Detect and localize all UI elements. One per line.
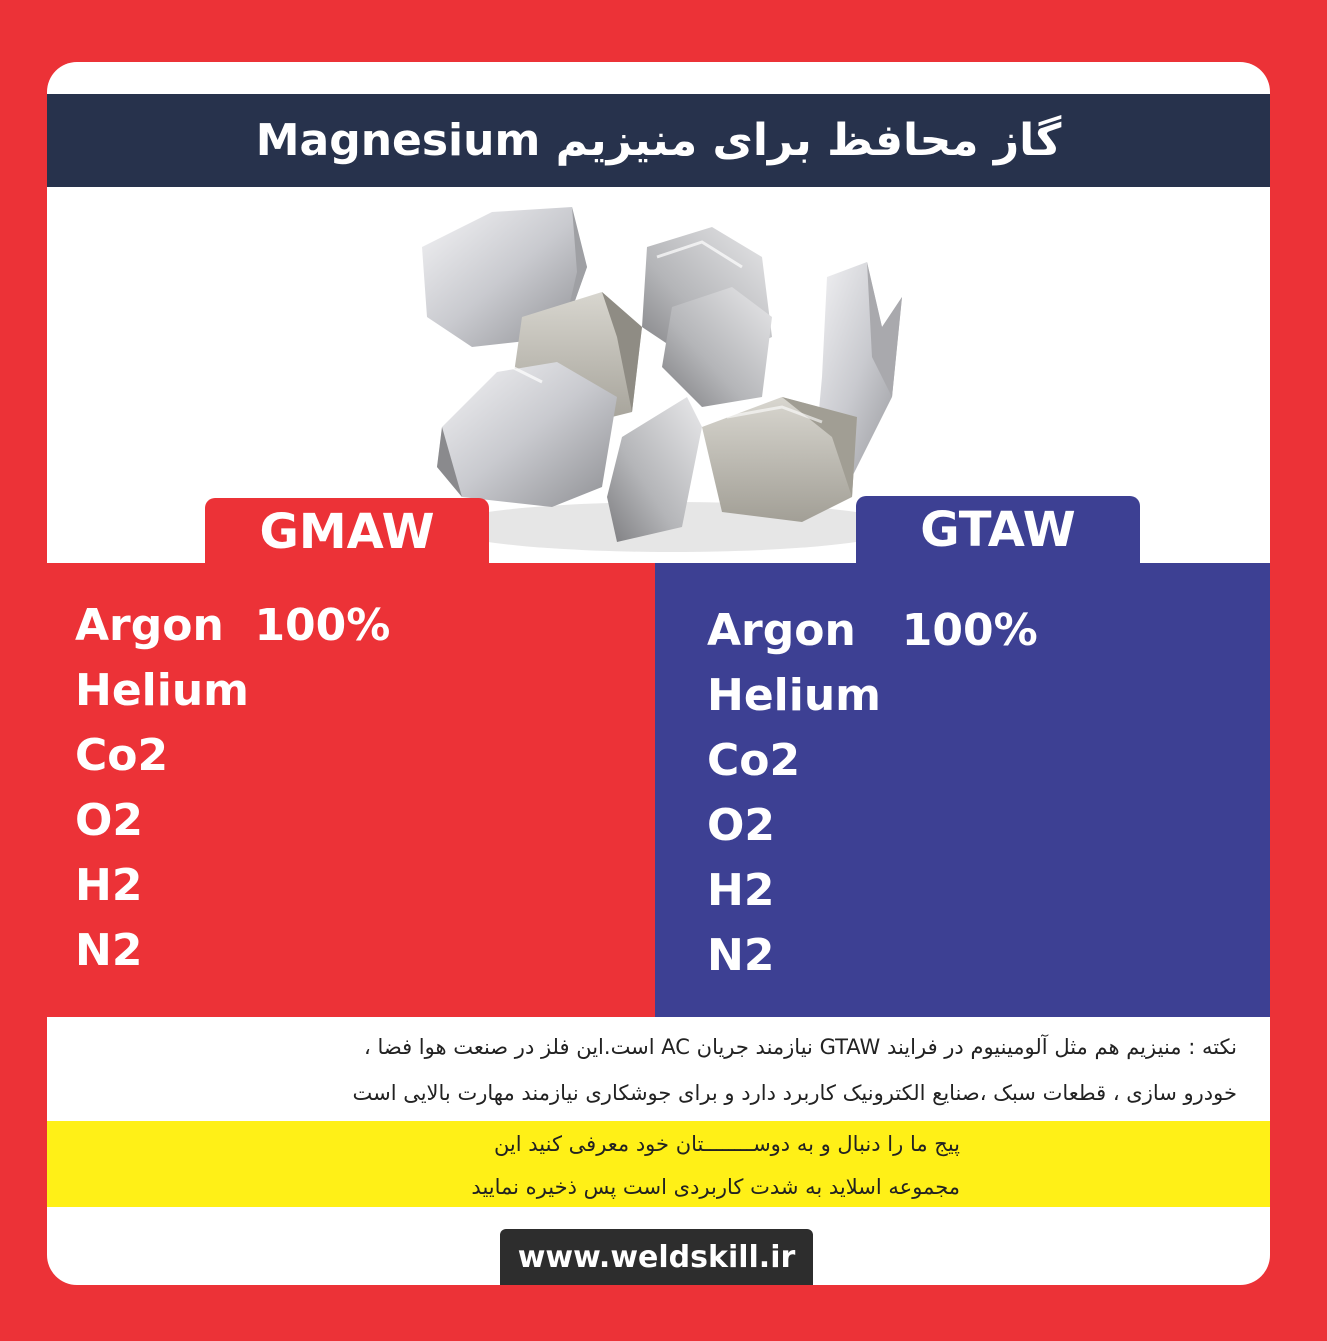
gtaw-gas-list <box>707 598 1038 988</box>
gas-item: N2 <box>707 930 775 981</box>
gas-item: N2 <box>75 925 143 976</box>
gmaw-gas-list <box>75 593 390 983</box>
website-link[interactable] <box>500 1229 813 1285</box>
gas-item: H2 <box>707 865 775 916</box>
gtaw-panel <box>655 563 1270 1017</box>
infographic-card <box>47 62 1270 1285</box>
website-url[interactable]: www.weldskill.ir <box>517 1240 796 1275</box>
gmaw-label: GMAW <box>259 504 435 560</box>
promo-line: مجموعه اسلاید به شدت کاربردی است پس ذخیره نمایید <box>471 1175 960 1199</box>
title-bar <box>47 94 1270 187</box>
promo-line: پیج ما را دنبال و به دوســــــــتان خود معرفی کنید این <box>493 1132 960 1156</box>
gtaw-label: GTAW <box>920 502 1076 558</box>
gas-item: O2 <box>707 800 776 851</box>
gmaw-panel <box>47 563 655 1017</box>
gas-item: Co2 <box>707 735 801 786</box>
page-title: گاز محافظ برای منیزیم Magnesium <box>255 115 1062 166</box>
note-line: نکته : منیزیم هم مثل آلومینیوم در فرایند GTAW نیازمند جریان AC است.این فلز در صنعت هوا فضا ، <box>364 1035 1237 1059</box>
gas-item: O2 <box>75 795 144 846</box>
gas-item: Helium <box>707 670 882 721</box>
gas-item: Co2 <box>75 730 169 781</box>
gas-item: Helium <box>75 665 250 716</box>
gtaw-tab <box>856 496 1140 564</box>
gas-item: Argon 100% <box>707 605 1038 656</box>
note-text <box>77 1024 1237 1116</box>
gas-item: Argon 100% <box>75 600 391 651</box>
promo-banner <box>47 1121 1270 1207</box>
gas-item: H2 <box>75 860 143 911</box>
note-line: خودرو سازی ، قطعات سبک ،صنایع الکترونیک کاربرد دارد و برای جوشکاری نیازمند مهارت بالایی است <box>352 1081 1237 1105</box>
gmaw-tab <box>205 498 489 566</box>
